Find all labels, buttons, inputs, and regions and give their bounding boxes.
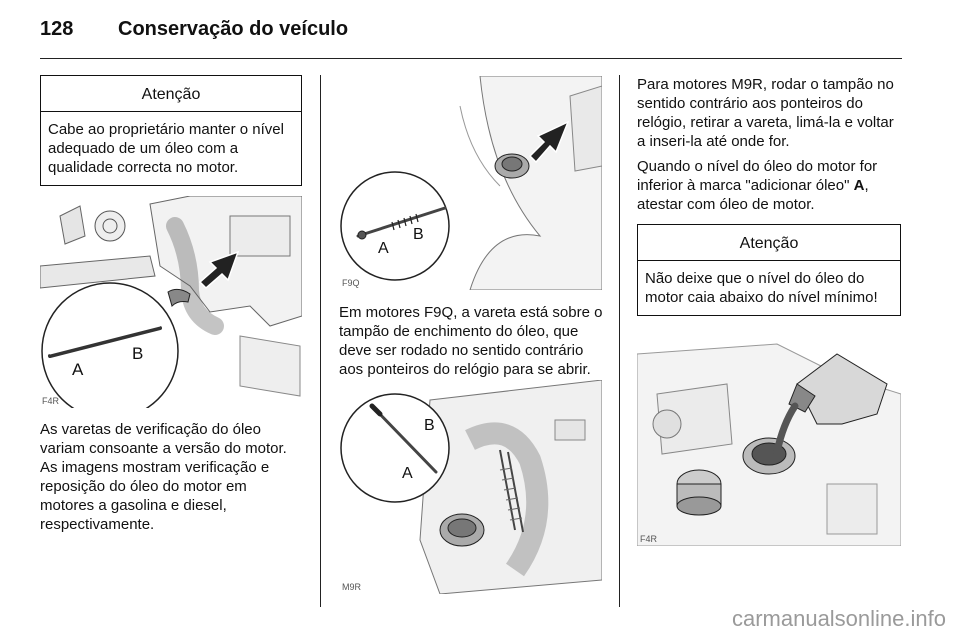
page-title: Conservação do veículo (118, 18, 349, 40)
paragraph-f9q: Em motores F9Q, a vareta está sobre o tampão de enchimento do óleo, que deve ser rodado no sentido contrário aos ponteiros do relógio para se abrir. (339, 304, 603, 378)
figure-label-a: A (72, 360, 84, 379)
figure-label-a: A (402, 465, 413, 482)
attention-body: Cabe ao proprietário manter o nível adequado de um óleo com a qualidade correcta no motor. (48, 121, 284, 176)
column-divider-2 (619, 75, 620, 607)
figure-label-b: B (424, 417, 435, 434)
attention-body: Não deixe que o nível do óleo do motor caia abaixo do nível mínimo! (645, 270, 878, 306)
paragraph-dipstick-variants: As varetas de verificação do óleo variam consoante a versão do motor. As imagens mostram verificação e reposição do óleo do motor em motores a gasolina e diesel, respectivamente. (40, 421, 287, 533)
column-3 (637, 75, 901, 316)
figure-f4r-oil-fill (637, 334, 901, 546)
attention-box-2 (637, 224, 901, 316)
paragraph-add-oil-post: , atestar com óleo de motor. (637, 177, 869, 213)
watermark: carmanualsonline.info (731, 606, 946, 631)
column-1 (40, 75, 302, 186)
figure-m9r-dipstick (340, 380, 602, 594)
figure-code: M9R (342, 582, 362, 592)
figure-label-b: B (413, 226, 424, 243)
attention-title: Atenção (41, 76, 301, 112)
figure-code: F4R (640, 534, 658, 544)
column-1-text (40, 420, 302, 534)
figure-label-b: B (132, 344, 144, 363)
figure-f9q-dipstick (340, 76, 602, 290)
header-rule (40, 58, 902, 59)
paragraph-add-oil (637, 157, 901, 214)
figure-code: F4R (42, 396, 60, 406)
attention-box-1 (40, 75, 302, 186)
figure-code: F9Q (342, 278, 360, 288)
figure-f4r-dipstick (40, 196, 302, 408)
paragraph-m9r: Para motores M9R, rodar o tampão no sentido contrário aos ponteiros do relógio, retirar a vareta, limá-la e voltar a inseri-la até onde for. (637, 76, 894, 150)
column-2-text (339, 303, 604, 379)
paragraph-add-oil-pre: Quando o nível do óleo do motor for inferior à marca "adicionar óleo" (637, 158, 878, 194)
attention-title: Atenção (638, 225, 900, 261)
paragraph-add-oil-mark: A (853, 177, 865, 194)
page-number: 128 (40, 18, 74, 40)
column-divider-1 (320, 75, 321, 607)
figure-label-a: A (378, 240, 389, 257)
